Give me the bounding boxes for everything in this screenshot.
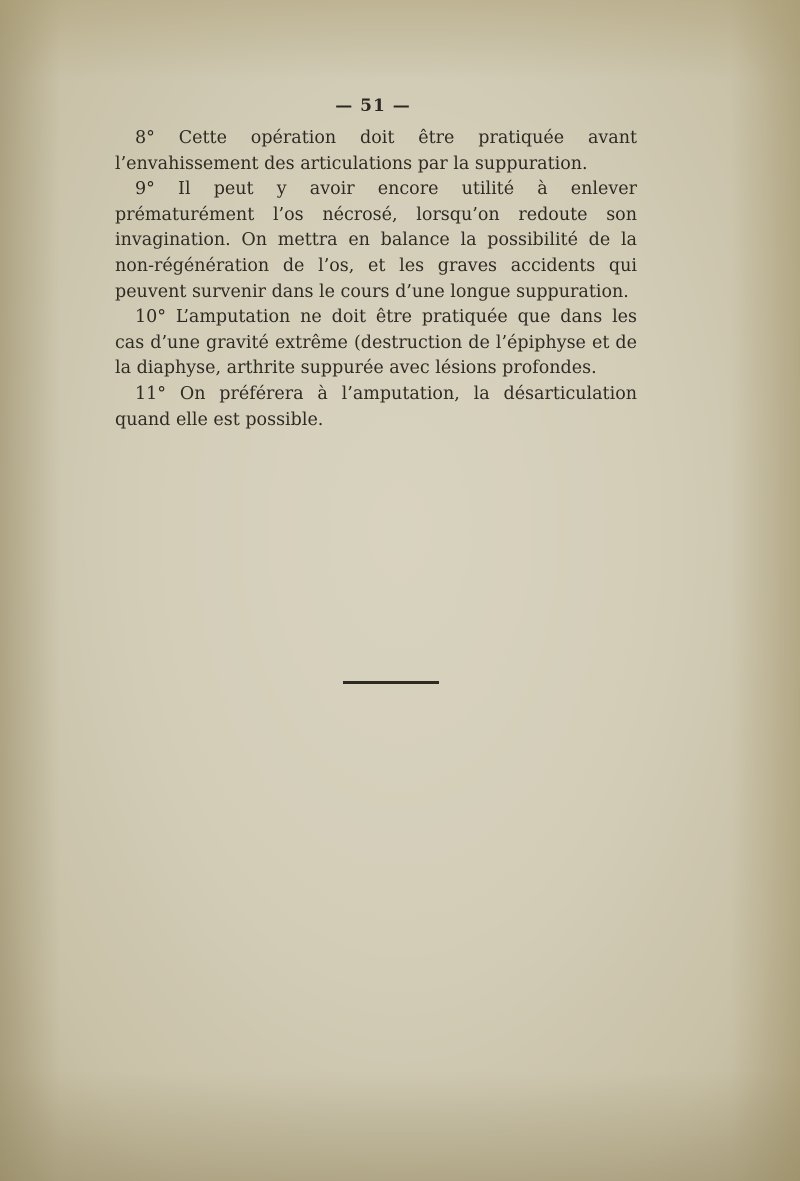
paragraph-11: 11° On préférera à l’amputation, la désarticulation quand elle est possible. [115,383,637,430]
paragraph-10: 10° L’amputation ne doit être pratiquée que dans les cas d’une gravité extrême (destruction de l’épiphyse et de la diaphyse, arthrite suppurée avec lésions profondes. [115,307,637,379]
paragraph-8: 8° Cette opération doit être pratiquée avant l’envahissement des articulations par la suppuration. [115,128,637,174]
page-shadow-bottom [0,1071,800,1181]
page-number: — 51 — [335,96,411,116]
end-rule [343,681,439,684]
body-text [115,126,637,433]
page-shadow-right [730,0,800,1181]
page-shadow-left [0,0,60,1181]
page-shadow-top [0,0,800,80]
paragraph-9: 9° Il peut y avoir encore utilité à enlever prématurément l’os nécrosé, lorsqu’on redoute son invagination. On mettra en balance la possibilité de la non-régénération de l’os, et les graves accidents qui peuvent survenir dans le cours d’une longue suppuration. [115,179,637,302]
